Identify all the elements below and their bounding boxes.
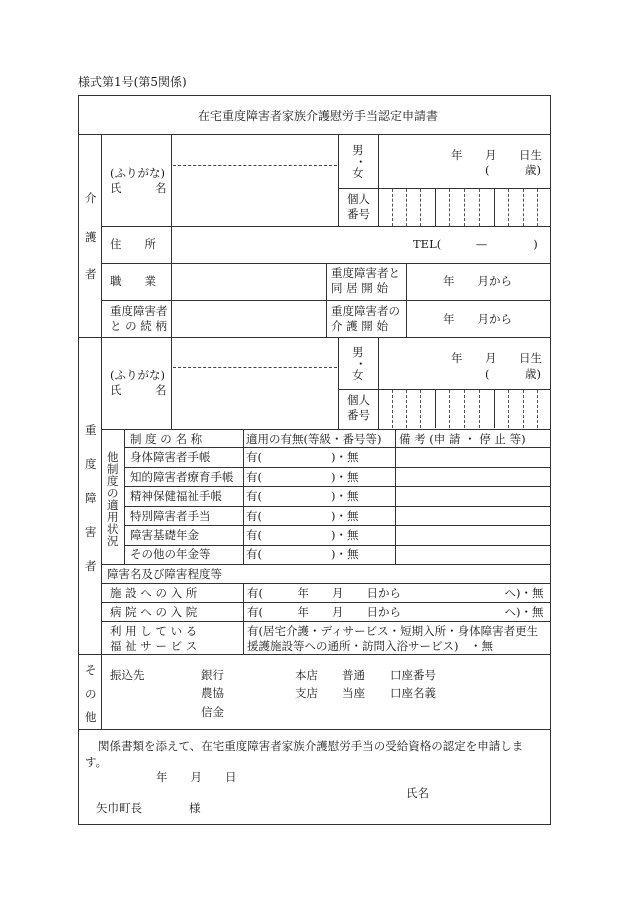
system-value[interactable]: 有( )・無 xyxy=(246,470,359,484)
col-applicable: 適用の有無(等級・番号等) xyxy=(246,432,382,446)
caregiver-dob-suffix: 日生 xyxy=(519,148,542,162)
account-name-label: 口座名義 xyxy=(390,686,436,700)
declaration-text-line1: 関係書類を添えて、在宅重度障害者家族介護慰労手当の受給資格の認定を申請しま xyxy=(98,739,524,753)
transfer-label: 振込先 xyxy=(110,668,145,682)
system-name: 身体障害者手帳 xyxy=(130,450,211,464)
service-value-line2[interactable]: 援護施設等への通所・訪問入浴サービス) ・無 xyxy=(247,639,493,653)
addressee: 矢巾町長 xyxy=(96,801,142,815)
service-value-line1[interactable]: 有(居宅介護・ディサービス・短期入所・身体障害者更生 xyxy=(247,624,539,638)
caregiver-name-label: 氏 xyxy=(110,181,122,195)
system-name: 知的障害者療育手帳 xyxy=(130,470,234,484)
applicant-name-label: 氏名 xyxy=(406,786,429,800)
bank-option[interactable]: 信金 xyxy=(201,705,224,719)
account-number-label: 口座番号 xyxy=(390,668,436,682)
caregiver-address-label: 住 所 xyxy=(110,237,156,251)
col-system-name: 制 度 の 名 称 xyxy=(130,432,203,446)
form-number: 様式第1号(第5関係) xyxy=(78,75,187,89)
caregiver-tel-label: TEL( — ) xyxy=(413,237,538,251)
declaration-text-line2: す。 xyxy=(85,755,108,769)
system-value[interactable]: 有( )・無 xyxy=(246,489,359,503)
declaration-date[interactable]: 年 月 日 xyxy=(156,770,237,784)
form-title: 在宅重度障害者家族介護慰労手当認定申請書 xyxy=(198,109,439,123)
bank-option[interactable]: 銀行 xyxy=(201,668,224,682)
col-remarks: 備 考 (申 請 ・ 停 止 等) xyxy=(399,432,526,446)
facility-label: 施 設 へ の 入 所 xyxy=(110,586,198,600)
applicant-name-field[interactable] xyxy=(430,784,540,802)
caregiver-occupation-label: 職 業 xyxy=(110,274,156,288)
disabled-name-label: 氏 xyxy=(110,383,122,397)
branch-option[interactable]: 支店 xyxy=(295,686,318,700)
system-value[interactable]: 有( )・無 xyxy=(246,450,359,464)
disabled-age-open: ( xyxy=(485,367,490,381)
hospital-value[interactable]: 有( 年 月 日から へ)・無 xyxy=(247,605,544,619)
disabled-dob-year: 年 xyxy=(451,351,463,365)
account-type-option[interactable]: 普通 xyxy=(342,668,365,682)
disability-name-label: 障害名及び障害程度等 xyxy=(107,567,222,581)
system-value[interactable]: 有( )・無 xyxy=(246,509,359,523)
caregiver-cohabit-value: 年 月から xyxy=(443,274,512,288)
disabled-name-field[interactable] xyxy=(173,370,337,426)
caregiver-name-field[interactable] xyxy=(173,168,337,224)
caregiver-age-open: ( xyxy=(485,163,490,177)
caregiver-occupation-field[interactable] xyxy=(173,265,323,298)
system-name: 精神保健福祉手帳 xyxy=(130,489,222,503)
disabled-furigana-label: (ふりがな) xyxy=(110,368,165,382)
caregiver-relation-field[interactable] xyxy=(173,302,323,335)
caregiver-age-suffix: 歳) xyxy=(525,163,541,177)
account-type-option[interactable]: 当座 xyxy=(342,686,365,700)
hospital-label: 病 院 へ の 入 院 xyxy=(110,605,198,619)
caregiver-dob-year: 年 xyxy=(451,148,463,162)
caregiver-furigana-label: (ふりがな) xyxy=(110,166,165,180)
caregiver-care-start-value: 年 月から xyxy=(443,312,512,326)
disabled-dob-month: 月 xyxy=(485,351,497,365)
bank-option[interactable]: 農協 xyxy=(201,686,224,700)
disabled-age-suffix: 歳) xyxy=(525,367,541,381)
disability-name-field[interactable] xyxy=(245,566,549,581)
system-value[interactable]: 有( )・無 xyxy=(246,547,359,561)
facility-value[interactable]: 有( 年 月 日から へ)・無 xyxy=(247,586,544,600)
branch-option[interactable]: 本店 xyxy=(295,668,318,682)
system-name: 特別障害者手当 xyxy=(130,509,211,523)
caregiver-dob-month: 月 xyxy=(485,148,497,162)
system-name: 障害基礎年金 xyxy=(130,528,199,542)
disabled-dob-suffix: 日生 xyxy=(519,351,542,365)
system-name: その他の年金等 xyxy=(130,547,211,561)
caregiver-address-field[interactable] xyxy=(173,228,403,261)
honorific: 様 xyxy=(189,801,201,815)
system-value[interactable]: 有( )・無 xyxy=(246,528,359,542)
